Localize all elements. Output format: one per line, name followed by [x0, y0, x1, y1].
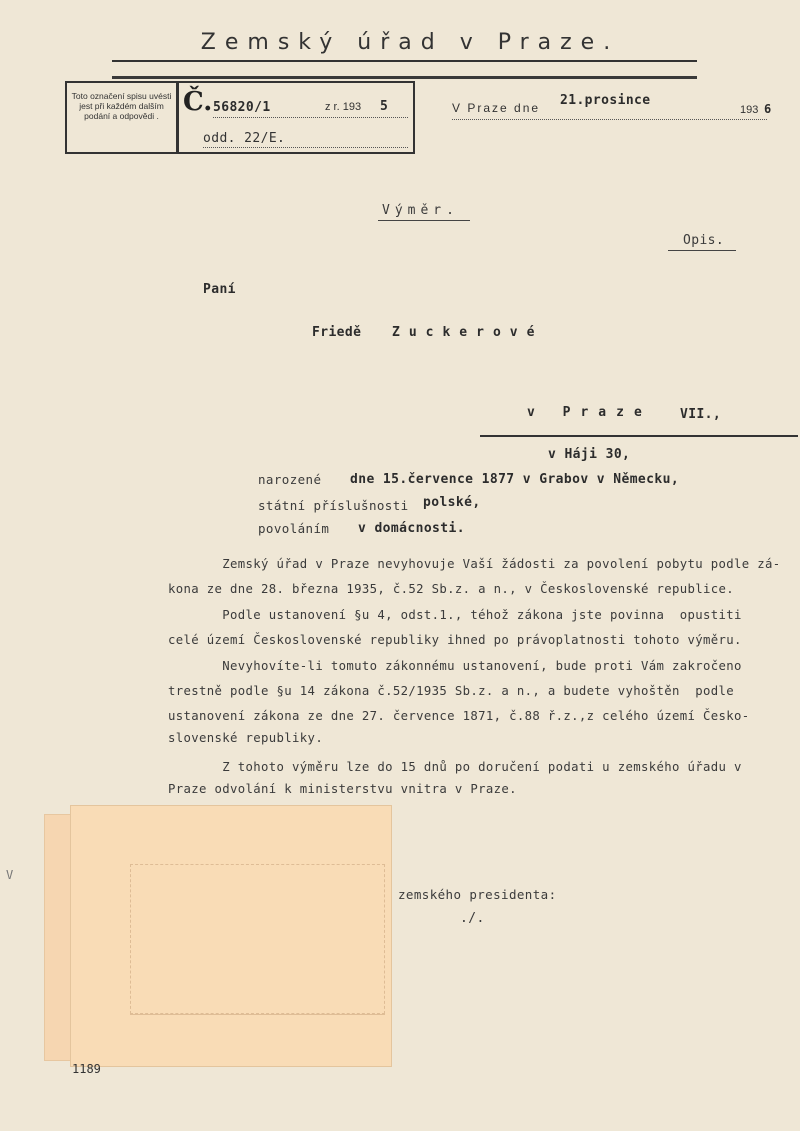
- body-line: kona ze dne 28. března 1935, č.52 Sb.z. a n., v Československé republice.: [168, 582, 734, 596]
- recipient-last-name: Zuckerové: [392, 325, 544, 340]
- reference-note: Toto označení spisu uvésti jest při každém dalším podání a odpovědi .: [71, 91, 172, 121]
- pasted-paper-inner-frame: [130, 864, 385, 1014]
- born-value: dne 15.července 1877 v Grabov v Německu,: [350, 472, 680, 487]
- body-line: Nevyhovíte-li tomuto zákonnému ustanovení, bude proti Vám zakročeno: [168, 659, 742, 673]
- date-dotted-line: [452, 119, 767, 121]
- signature-mark: ./.: [460, 911, 485, 926]
- reference-box-divider: [176, 81, 179, 154]
- reference-year-digit: 5: [380, 99, 389, 114]
- header-rule: [112, 60, 697, 62]
- address-underline: [480, 435, 798, 437]
- copy-label: Opis.: [683, 233, 725, 248]
- born-label: narozené: [258, 472, 322, 487]
- body-line: celé území Československé republiky ihned po právoplatnosti tohoto výměru.: [168, 633, 742, 647]
- document-title-underline: [378, 220, 470, 221]
- place-date-label: V Praze dne: [452, 101, 541, 115]
- reference-dotted-line: [203, 147, 408, 149]
- reference-dotted-line: [213, 117, 408, 119]
- header-rule-thick: [112, 76, 697, 79]
- office-title: Zemský úřad v Praze.: [200, 30, 620, 55]
- signature-title: zemského presidenta:: [398, 887, 557, 902]
- date-year-prefix: 193: [740, 104, 759, 116]
- margin-mark: V: [6, 868, 14, 882]
- reference-department: odd. 22/E.: [203, 131, 286, 146]
- body-line: Z tohoto výměru lze do 15 dnů po doručení podati u zemského úřadu v: [168, 760, 742, 774]
- document-title: Výměr.: [382, 203, 459, 218]
- page-number: 1189: [72, 1062, 101, 1076]
- date-year-digit: 6: [764, 102, 772, 116]
- body-line: trestně podle §u 14 zákona č.52/1935 Sb.z. a n., a budete vyhoštěn podle: [168, 684, 734, 698]
- body-line: Praze odvolání k ministerstvu vnitra v Praze.: [168, 782, 517, 796]
- body-line: Podle ustanovení §u 4, odst.1., téhož zákona jste povinna opustiti: [168, 608, 742, 622]
- pasted-paper-fold: [130, 1014, 385, 1015]
- nationality-value: polské,: [423, 495, 481, 510]
- copy-label-underline: [668, 250, 736, 251]
- reference-number: 56820/1: [213, 100, 271, 115]
- occupation-label: povoláním: [258, 521, 330, 536]
- reference-c-mark: Č.: [183, 87, 213, 117]
- recipient-first-name: Friedě: [312, 325, 362, 340]
- reference-year-label: z r. 193: [325, 101, 362, 113]
- recipient-city: v Praze: [527, 405, 652, 420]
- nationality-label: státní příslušnosti: [258, 498, 409, 513]
- body-line: ustanovení zákona ze dne 27. července 1871, č.88 ř.z.,z celého území Česko-: [168, 709, 750, 723]
- salutation: Paní: [203, 282, 236, 297]
- occupation-value: v domácnosti.: [358, 521, 465, 536]
- date-day: 21.prosince: [560, 93, 651, 108]
- body-line: Zemský úřad v Praze nevyhovuje Vaší žádosti za povolení pobytu podle zá-: [168, 557, 781, 571]
- body-line: slovenské republiky.: [168, 731, 324, 745]
- recipient-city-district: VII.,: [680, 407, 722, 422]
- recipient-street: v Háji 30,: [548, 447, 631, 462]
